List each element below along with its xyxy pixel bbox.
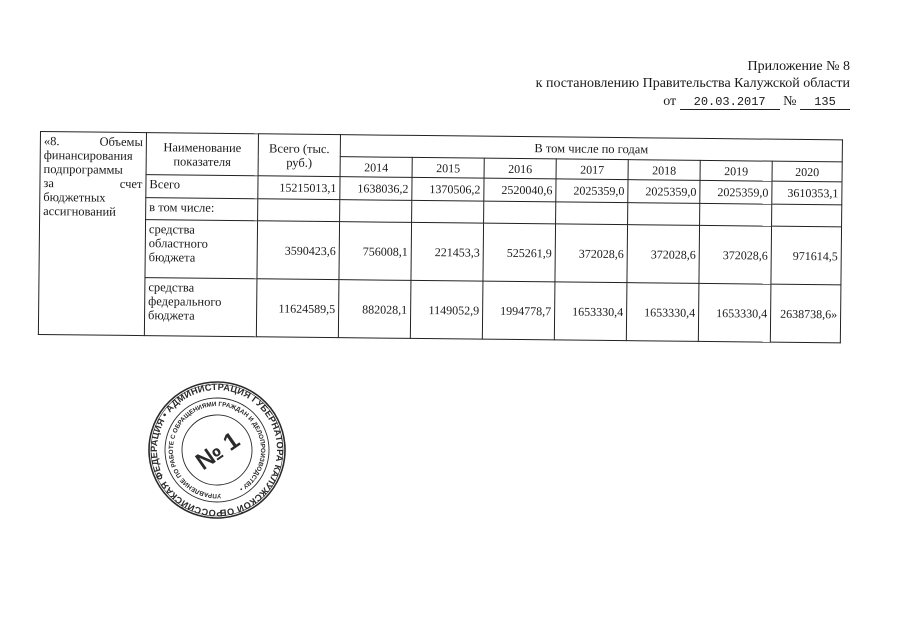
year-value: 1653330,4	[626, 283, 699, 342]
year-value	[412, 200, 484, 223]
year-value: 1638036,2	[340, 177, 412, 201]
year-value	[484, 201, 556, 224]
row-total: 11624589,5	[256, 279, 339, 338]
year-value: 971614,5	[771, 226, 842, 285]
table-row	[39, 219, 842, 285]
stamp-inner-text: УПРАВЛЕНИЕ ПО РАБОТЕ С ОБРАЩЕНИЯМИ ГРАЖДАН И ДЕЛОПРОИЗВОДСТВУ •	[167, 400, 267, 500]
appendix-label: Приложение № 8	[747, 59, 850, 74]
year-header: 2018	[628, 160, 700, 181]
row-label: в том числе:	[146, 198, 258, 221]
year-value: 756008,1	[339, 222, 412, 281]
resolution-number: 135	[800, 96, 850, 110]
column-header-total: Всего (тыс. руб.)	[258, 134, 340, 177]
year-value: 1994778,7	[482, 281, 555, 340]
row-label: Всего	[146, 175, 258, 199]
year-header: 2020	[772, 161, 842, 182]
column-header-years: В том числе по годам	[340, 135, 842, 162]
date-number-line	[536, 93, 850, 110]
number-label: №	[783, 94, 797, 109]
year-value: 2025359,0	[700, 180, 772, 204]
section-description: «8. Объемы финансирования подпрограммы за счет бюджетных ассигнований	[38, 132, 146, 336]
year-value	[700, 203, 772, 226]
year-value: 2025359,0	[556, 179, 628, 203]
resolution-date: 20.03.2017	[680, 96, 780, 110]
year-value: 372028,6	[627, 225, 700, 284]
year-value	[556, 202, 628, 225]
year-header: 2015	[412, 157, 484, 178]
row-label: средства областного бюджета	[145, 220, 258, 279]
year-value: 882028,1	[338, 280, 411, 339]
funding-table	[38, 131, 843, 343]
year-value: 1149052,9	[410, 280, 483, 339]
year-value: 221453,3	[411, 222, 484, 281]
year-value: 3610353,1	[772, 181, 842, 205]
row-total	[258, 199, 340, 222]
year-value	[340, 200, 412, 223]
year-value: 1653330,4	[698, 283, 771, 342]
year-header: 2014	[340, 157, 412, 178]
document-header	[536, 58, 850, 110]
year-header: 2016	[484, 158, 556, 179]
table-row	[38, 276, 841, 342]
official-stamp	[147, 380, 287, 520]
year-value: 2638738,6»	[770, 284, 841, 343]
year-value: 2520040,6	[484, 178, 556, 202]
year-header: 2017	[556, 159, 628, 180]
year-value: 372028,6	[555, 224, 628, 283]
year-value: 2025359,0	[628, 180, 700, 204]
year-header: 2019	[700, 160, 772, 181]
year-value: 525261,9	[483, 223, 556, 282]
year-value	[628, 203, 700, 226]
year-value	[772, 204, 842, 227]
from-label: от	[663, 94, 677, 109]
row-total: 3590423,6	[257, 221, 340, 280]
funding-table-wrapper	[38, 131, 843, 343]
year-value: 1370506,2	[412, 177, 484, 201]
stamp-center-number: № 1	[190, 426, 245, 476]
stamp-outer-text: РОССИЙСКАЯ ФЕДЕРАЦИЯ • АДМИНИСТРАЦИЯ ГУБЕРНАТОРА КАЛУЖСКОЙ ОБЛАСТИ	[148, 381, 286, 519]
row-total: 15215013,1	[258, 176, 340, 200]
column-header-name: Наименование показателя	[146, 133, 258, 176]
year-value: 1653330,4	[554, 282, 627, 341]
year-value: 372028,6	[699, 225, 772, 284]
resolution-label: к постановлению Правительства Калужской области	[535, 76, 850, 91]
row-label: средства федерального бюджета	[144, 278, 257, 337]
